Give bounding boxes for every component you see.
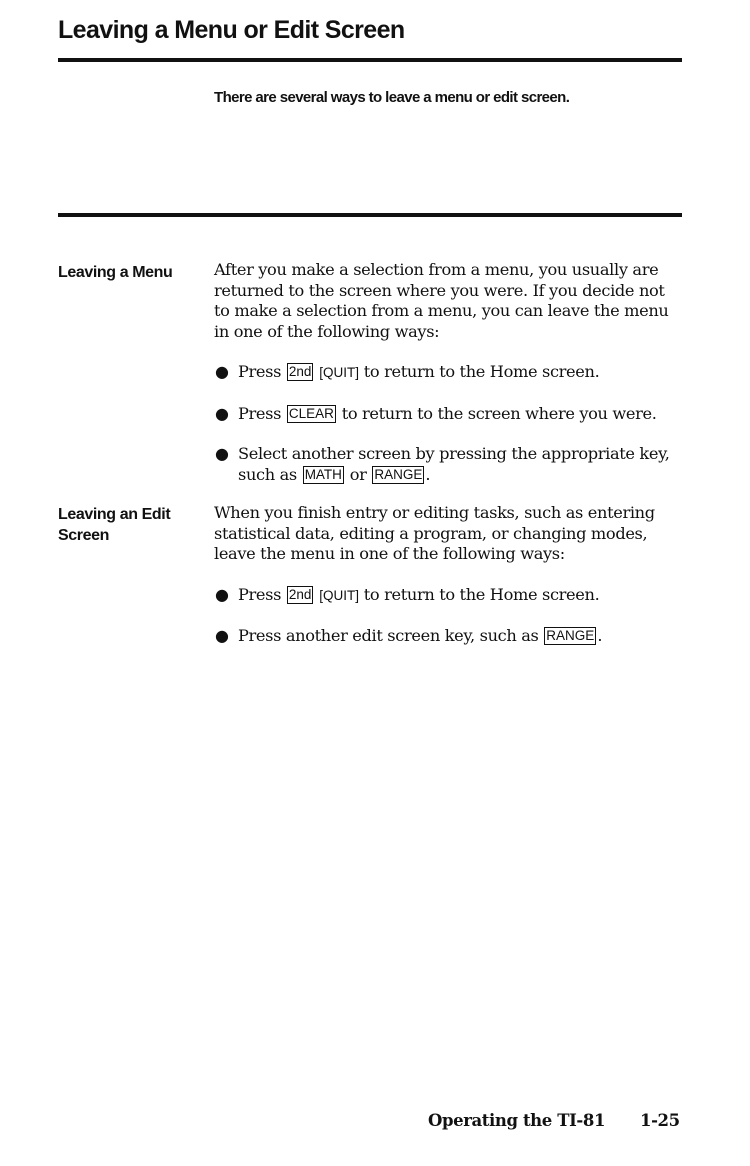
- bullet-text-post: to return to the screen where you were.: [341, 403, 657, 423]
- list-item: [214, 444, 684, 485]
- second-function-quit: [QUIT]: [319, 587, 359, 603]
- section-body-leaving-edit-screen: [214, 503, 684, 647]
- bullet-dot-icon: ●: [215, 626, 229, 645]
- bullet-text-pre: Press another edit screen key, such as: [238, 626, 539, 645]
- list-item: [214, 585, 684, 607]
- section-heading-leaving-menu: Leaving a Menu: [58, 264, 173, 281]
- bullet-dot-icon: ●: [215, 362, 229, 381]
- page-title: Leaving a Menu or Edit Screen: [58, 16, 405, 44]
- bullet-text-mid: or: [349, 464, 367, 484]
- list-item: [214, 404, 684, 425]
- top-rule: [58, 58, 682, 62]
- list-item: [214, 626, 684, 647]
- bullet-list: [214, 585, 684, 647]
- paragraph: When you finish entry or editing tasks, such as entering statistical data, editing a program, or changing modes, leave the menu in one of the following ways:: [214, 503, 655, 563]
- key-clear: CLEAR: [288, 405, 334, 421]
- bullet-dot-icon: ●: [215, 584, 229, 604]
- section-body-leaving-menu: [214, 260, 684, 485]
- list-item: [214, 362, 684, 384]
- second-function-quit: [QUIT]: [319, 365, 359, 380]
- section-heading-leaving-edit-screen: Leaving an Edit Screen: [58, 506, 171, 544]
- key-range: RANGE: [374, 466, 423, 482]
- key-range: RANGE: [546, 628, 595, 643]
- intro-text: There are several ways to leave a menu or edit screen.: [214, 89, 570, 106]
- key-2nd: 2nd: [288, 364, 312, 379]
- page-number: 1-25: [640, 1111, 680, 1130]
- key-2nd: 2nd: [288, 586, 312, 602]
- bullet-text-pre: Select another screen by pressing the appropriate key, such as: [238, 444, 670, 484]
- bullet-list: [214, 362, 684, 485]
- bullet-text-post: .: [425, 464, 431, 484]
- bullet-dot-icon: ●: [215, 444, 229, 463]
- bullet-text-pre: Press: [238, 584, 282, 604]
- bullet-text-post: to return to the Home screen.: [363, 362, 600, 381]
- footer-title: Operating the TI-81: [428, 1111, 606, 1130]
- section-rule: [58, 213, 682, 217]
- key-math: MATH: [304, 466, 342, 482]
- bullet-text-pre: Press: [238, 362, 282, 381]
- bullet-text-post: .: [597, 626, 603, 645]
- paragraph: After you make a selection from a menu, you usually are returned to the screen where you were. If you decide not to make a selection from a menu, you can leave the menu in one of the following ways:: [214, 260, 669, 341]
- bullet-text-pre: Press: [238, 403, 282, 423]
- bullet-dot-icon: ●: [215, 403, 229, 423]
- bullet-text-post: to return to the Home screen.: [363, 584, 600, 604]
